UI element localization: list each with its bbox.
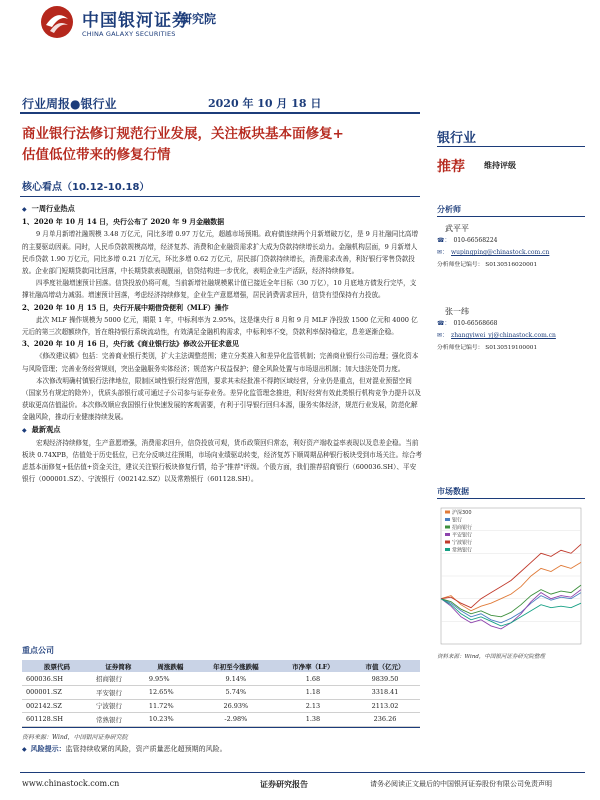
footer-disclaimer: 请务必阅读正文最后的中国银河证券股份有限公司免责声明 xyxy=(370,780,552,788)
chart-legend-swatch xyxy=(445,526,450,529)
section-heading-text: 最新观点 xyxy=(31,424,61,434)
table-cell: 宁波银行 xyxy=(92,699,145,713)
analyst-email xyxy=(437,247,587,259)
paragraph: 《修改建议稿》包括：完善商业银行类别，扩大主法调整范围；建立分类准入和差异化监管机制；完善商业银行公司治理；强化资本与风险管理；完善业务经营规则，突出金融服务实体经济；规范客户权益保护；健全风险处置与市场退出机制；加大违法处罚力度。 xyxy=(22,352,419,373)
table-title: 重点公司 xyxy=(22,646,54,655)
analyst-phone xyxy=(437,318,587,330)
chart-legend-label: 宁波银行 xyxy=(452,540,473,546)
paragraph-heading: 3、2020 年 10 月 16 日，央行就《商业银行法》修改公开征求意见 xyxy=(22,339,240,349)
market-data-title: 市场数据 xyxy=(437,487,469,496)
table-bottom-rule xyxy=(22,727,420,728)
chart-legend-label: 银行 xyxy=(452,517,463,524)
analyst-phone xyxy=(437,235,587,247)
table-cell: 601128.SH xyxy=(22,713,92,727)
diamond-icon: ◆ xyxy=(22,206,27,213)
paragraph-heading: 1、2020 年 10 月 14 日，央行公布了 2020 年 9 月金融数据 xyxy=(22,217,225,227)
analyst-phone-number: 010-66568224 xyxy=(453,237,498,244)
table-cell: 平安银行 xyxy=(92,686,145,700)
table-cell: 000001.SZ xyxy=(22,686,92,700)
section-heading xyxy=(22,203,422,216)
table-cell: 26.93% xyxy=(196,699,276,713)
brand-name-en: CHINA GALAXY SECURITIES xyxy=(82,30,176,38)
brand-subtitle: 研究院 xyxy=(180,12,217,26)
table-cell: 9.14% xyxy=(196,672,276,686)
table-cell: 9.95% xyxy=(145,672,196,686)
table-row xyxy=(22,686,420,700)
chart-legend-label: 招商银行 xyxy=(452,525,473,531)
paragraph-heading: 2、2020 年 10 月 15 日，央行开展中期借贷便利（MLF）操作 xyxy=(22,302,229,312)
analyst-email-link[interactable]: zhangyiwei_yj@chinastock.com.cn xyxy=(451,332,556,339)
email-icon: ✉： xyxy=(437,249,449,256)
table-cell: -2.98% xyxy=(196,713,276,727)
report-title-line-2: 估值低位带来的修复行情 xyxy=(22,147,171,163)
chart-legend-swatch xyxy=(445,541,450,544)
market-divider xyxy=(437,498,585,499)
table-cell: 002142.SZ xyxy=(22,699,92,713)
table-header-cell: 股票代码 xyxy=(22,660,92,672)
table-cell: 1.68 xyxy=(276,672,350,686)
report-date: 2020 年 10 月 18 日 xyxy=(208,97,322,110)
report-title-line-1: 商业银行法修订规范行业发展，关注板块基本面修复+ xyxy=(22,126,344,142)
rating-label: 推荐 xyxy=(437,159,465,175)
table-cell: 1.38 xyxy=(276,713,350,727)
risk-text: 监管持续收紧的风险，资产质量恶化超预期的风险。 xyxy=(65,745,227,753)
risk-notice xyxy=(22,744,227,754)
core-divider xyxy=(20,196,420,197)
chart-legend-swatch xyxy=(445,533,450,536)
section-heading-text: 一周行业热点 xyxy=(31,204,75,213)
analyst-phone-number: 010-66568668 xyxy=(453,320,498,327)
paragraph: 宏观经济持续修复，生产意愿增强，消费需求回升，信贷投放可观，货币政策回归常态，利好资产端收益率表现以及息差企稳。当前板块 0.74XPB，估值处于历史低位，已充分反映过往预期，市场向业绩驱动转变，经济复苏下顺周期品种银行板块受到市场关注。综合考虑基本面修复+低估值+资金关注，建议关注银行板块修复行情，给予"推荐"评级。个股方面，我们推荐招商银行（600036.SH）、平安银行（000001.SZ）、宁波银行（002142.SZ）以及常熟银行（601128.SH）。 xyxy=(22,438,423,484)
chart-legend-swatch xyxy=(445,511,450,514)
table-cell: 600036.SH xyxy=(22,672,92,686)
table-cell: 招商银行 xyxy=(92,672,145,686)
chart-legend-label: 平安银行 xyxy=(452,532,473,539)
chart-legend-label: 沪深300 xyxy=(452,510,472,516)
analyst-registration: 分析师登记编号： S0130519100001 xyxy=(437,345,538,351)
analyst-card xyxy=(437,222,587,271)
diamond-icon: ◆ xyxy=(22,746,27,753)
table-cell: 常熟银行 xyxy=(92,713,145,727)
table-row xyxy=(22,699,420,713)
footer-website-link[interactable]: www.chinastock.com.cn xyxy=(22,779,120,788)
phone-icon: ☎： xyxy=(437,320,451,327)
chart-source: 资料来源：Wind，中国银河证券研究院整理 xyxy=(437,654,545,660)
paragraph: 9 月单月新增社融规模 3.48 万亿元，同比多增 0.97 万亿元，超越市场预期。政府债连续两个月新增破万亿，是 9 月社融同比高增的主要驱动因素。同时，人民币贷款规模高增，经济复苏、消费和企业融资需求扩大成为贷款持续增长动力。金融机构层面，9 月新增人民币贷款 1.90 万亿元，同比多增 0.21 万亿元，环比多增 0.62 万亿元，居民部门贷款持续增长，消费需求改善，利好银行零售贷款投放。企业部门短期贷款同比回落，中长期贷款表现靓丽，信贷结构进一步优化，表明企业生产活跃，经济持续修复。 xyxy=(22,230,419,276)
email-icon: ✉： xyxy=(437,332,449,339)
analyst-name: 武平平 xyxy=(445,224,469,233)
footer-divider xyxy=(20,772,585,773)
table-cell: 9839.50 xyxy=(350,672,420,686)
report-title xyxy=(22,124,422,166)
table-cell: 12.65% xyxy=(145,686,196,700)
chart-legend-label: 常熟银行 xyxy=(452,547,473,554)
analysts-title: 分析师 xyxy=(437,205,461,214)
brand-name-cn: 中国银河证券 xyxy=(82,11,190,31)
analyst-name: 张一纬 xyxy=(445,307,469,316)
analyst-email xyxy=(437,330,587,342)
table-header-row xyxy=(22,660,420,672)
sector-divider xyxy=(437,146,585,147)
table-header-cell: 证券简称 xyxy=(92,660,145,672)
table-cell: 10.23% xyxy=(145,713,196,727)
diamond-icon: ◆ xyxy=(22,426,27,434)
table-cell: 1.18 xyxy=(276,686,350,700)
table-header-cell: 周涨跌幅 xyxy=(145,660,196,672)
table-header-cell: 市净率（LF） xyxy=(276,660,350,672)
core-points-title: 核心看点（10.12-10.18） xyxy=(22,182,150,193)
table-cell: 236.26 xyxy=(350,713,420,727)
table-header-cell: 市值（亿元） xyxy=(350,660,420,672)
risk-label: 风险提示： xyxy=(30,744,66,753)
header-divider xyxy=(20,112,420,114)
paragraph: 四季度社融增速预计回落。信贷投放仍将可观，当前新增社融规模累计值已接近全年目标（30 万亿），10 月底地方债发行完毕，支撑社融高增动力减弱。增速预计回落，考虑经济持续修复，企业生产意愿增强，居民消费需求回升，信贷有望保持有力投放。 xyxy=(22,279,417,300)
table-source: 资料来源：Wind，中国银河证券研究院 xyxy=(22,734,128,741)
analyst-registration: 分析师登记编号： S0130516020001 xyxy=(437,262,538,268)
sector-name: 银行业 xyxy=(437,131,477,146)
table-cell: 11.72% xyxy=(145,699,196,713)
rating-note: 维持评级 xyxy=(484,160,516,170)
table-row xyxy=(22,713,420,727)
analyst-card xyxy=(437,305,587,354)
paragraph: 此次 MLF 操作规模为 5000 亿元，期限 1 年，中标利率为 2.95%，这是继央行 8 月和 9 月 MLF 净投放 1500 亿元和 4000 亿元后的第三次超额续作，旨在维持银行系统流动性，有效满足金融机构需求，中标利率不变，贷款利率保持稳定，息差逐渐企稳。 xyxy=(22,315,418,337)
chart-legend-swatch xyxy=(445,518,450,521)
table-row xyxy=(22,672,420,686)
table-cell: 2113.02 xyxy=(350,699,420,713)
chart-legend-swatch xyxy=(445,548,450,551)
analyst-email-link[interactable]: wupingping@chinastock.com.cn xyxy=(451,249,550,256)
report-body xyxy=(22,203,422,486)
section-heading xyxy=(22,424,422,437)
paragraph: 本次修改明确村镇银行法律地位，限制区域性银行经营范围，要求其未经批准不得跨区域经营，分业仍是重点，但对混业预留空间（国家另有规定的除外），优质头部银行或可通过子公司参与证券业务。差异化监管理念推进，利好经营有效此类银行机构竞争力提升以及获取更高估值溢价。本次修改顺应我国银行业快速发展的客观需要，有利于引导银行回归本源，服务实体经济，规范行业发展，防范化解金融风险，推动行业健康持续发展。 xyxy=(22,376,421,422)
table-cell: 3318.41 xyxy=(350,686,420,700)
key-companies-table xyxy=(22,660,420,727)
table-header-cell: 年初至今涨跌幅 xyxy=(196,660,276,672)
footer-report-label: 证券研究报告 xyxy=(260,780,308,789)
market-line-chart xyxy=(437,502,585,650)
table-cell: 5.74% xyxy=(196,686,276,700)
phone-icon: ☎： xyxy=(437,237,451,244)
table-cell: 2.13 xyxy=(276,699,350,713)
analysts-divider xyxy=(437,216,585,217)
company-logo-icon xyxy=(40,5,74,39)
report-type: 行业周报●银行业 xyxy=(22,97,117,111)
